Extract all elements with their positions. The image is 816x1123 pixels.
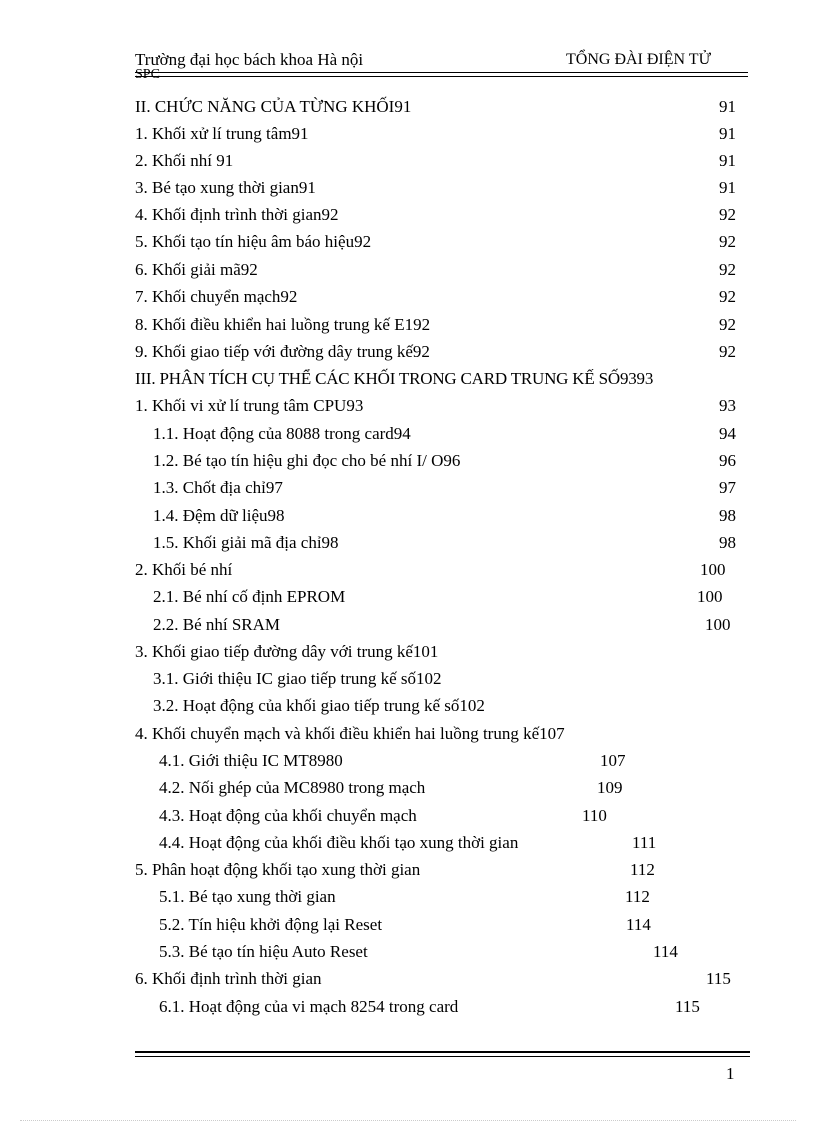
header-university: Trường đại học bách khoa Hà nội xyxy=(135,50,364,69)
toc-page: 114 xyxy=(653,942,678,961)
toc-page: 100 xyxy=(700,560,726,579)
toc-page: 92 xyxy=(719,287,736,306)
toc-entry: II. CHỨC NĂNG CỦA TỪNG KHỐI91 xyxy=(135,97,412,116)
toc-entry: 2. Khối nhí 91 xyxy=(135,151,234,170)
page-edge-divider xyxy=(20,1120,796,1121)
toc-page: 92 xyxy=(719,315,736,334)
toc-entry: 8. Khối điều khiển hai luồng trung kế E192 xyxy=(135,315,431,334)
toc-page: 100 xyxy=(705,615,731,634)
toc-page: 91 xyxy=(719,151,736,170)
toc-entry: 3.1. Giới thiệu IC giao tiếp trung kế số102 xyxy=(153,669,442,688)
toc-page: 92 xyxy=(719,205,736,224)
toc-entry: III. PHÂN TÍCH CỤ THỂ CÁC KHỐI TRONG CARD TRUNG KẾ SỐ9393 xyxy=(135,369,654,388)
toc-entry: 2. Khối bé nhí xyxy=(135,560,233,579)
toc-entry: 3. Khối giao tiếp đường dây với trung kế101 xyxy=(135,642,439,661)
toc-page: 115 xyxy=(675,997,700,1016)
toc-entry: 6. Khối định trình thời gian xyxy=(135,969,322,988)
toc-entry: 3. Bé tạo xung thời gian91 xyxy=(135,178,316,197)
toc-entry: 9. Khối giao tiếp với đường dây trung kế92 xyxy=(135,342,430,361)
toc-page: 112 xyxy=(625,887,650,906)
toc-entry: 2.2. Bé nhí SRAM xyxy=(153,615,281,634)
toc-entry: 4.2. Nối ghép của MC8980 trong mạch xyxy=(159,778,426,797)
toc-page: 92 xyxy=(719,260,736,279)
toc-entry: 4.1. Giới thiệu IC MT8980 xyxy=(159,751,343,770)
toc-entry: 5.1. Bé tạo xung thời gian xyxy=(159,887,336,906)
toc-entry: 5. Khối tạo tín hiệu âm báo hiệu92 xyxy=(135,232,372,251)
header-title: TỔNG ĐÀI ĐIỆN TỬ xyxy=(566,51,711,68)
page-number: 1 xyxy=(726,1064,735,1083)
toc-entry: 5. Phân hoạt động khối tạo xung thời gian xyxy=(135,860,421,879)
toc-page: 98 xyxy=(719,506,736,525)
toc-entry: 4. Khối chuyển mạch và khối điều khiển hai luồng trung kế107 xyxy=(135,724,565,743)
footer-rule-thin xyxy=(135,1056,750,1057)
header-rule-bottom xyxy=(135,76,748,77)
toc-entry: 4.3. Hoạt động của khối chuyển mạch xyxy=(159,806,417,825)
toc-page: 91 xyxy=(719,124,736,143)
toc-page: 94 xyxy=(719,424,736,443)
toc-page: 96 xyxy=(719,451,736,470)
toc-page: 91 xyxy=(719,178,736,197)
toc-page: 97 xyxy=(719,478,736,497)
toc-entry: 1.4. Đệm dữ liệu98 xyxy=(153,506,285,525)
toc-entry: 1.5. Khối giải mã địa chỉ98 xyxy=(153,533,339,552)
toc-entry: 1.1. Hoạt động của 8088 trong card94 xyxy=(153,424,411,443)
footer-rule-thick xyxy=(135,1051,750,1053)
toc-entry: 2.1. Bé nhí cố định EPROM xyxy=(153,587,346,606)
toc-page: 112 xyxy=(630,860,655,879)
toc-entry: 3.2. Hoạt động của khối giao tiếp trung kế số102 xyxy=(153,696,485,715)
toc-page: 100 xyxy=(697,587,723,606)
toc-entry: 1. Khối xử lí trung tâm91 xyxy=(135,124,309,143)
toc-page: 111 xyxy=(632,833,657,852)
toc-page: 93 xyxy=(719,396,736,415)
toc-page: 107 xyxy=(600,751,626,770)
toc-page: 114 xyxy=(626,915,651,934)
toc-page: 91 xyxy=(719,97,736,116)
toc-entry: 4.4. Hoạt động của khối điều khối tạo xung thời gian xyxy=(159,833,519,852)
toc-page: 92 xyxy=(719,342,736,361)
toc-entry: 6. Khối giải mã92 xyxy=(135,260,258,279)
header-subtitle: SPC xyxy=(135,67,160,82)
toc-page: 115 xyxy=(706,969,731,988)
toc-page: 92 xyxy=(719,232,736,251)
toc-entry: 6.1. Hoạt động của vi mạch 8254 trong card xyxy=(159,997,459,1016)
toc-page: 110 xyxy=(582,806,607,825)
toc-entry: 5.2. Tín hiệu khởi động lại Reset xyxy=(159,915,383,934)
header-rule-top xyxy=(135,72,748,73)
toc-page: 98 xyxy=(719,533,736,552)
toc-entry: 7. Khối chuyển mạch92 xyxy=(135,287,298,306)
toc-entry: 1.3. Chốt địa chỉ97 xyxy=(153,478,283,497)
toc-entry: 4. Khối định trình thời gian92 xyxy=(135,205,339,224)
toc-entry: 5.3. Bé tạo tín hiệu Auto Reset xyxy=(159,942,368,961)
toc-page: 109 xyxy=(597,778,623,797)
toc-entry: 1.2. Bé tạo tín hiệu ghi đọc cho bé nhí I/ O96 xyxy=(153,451,461,470)
toc-entry: 1. Khối vi xử lí trung tâm CPU93 xyxy=(135,396,364,415)
